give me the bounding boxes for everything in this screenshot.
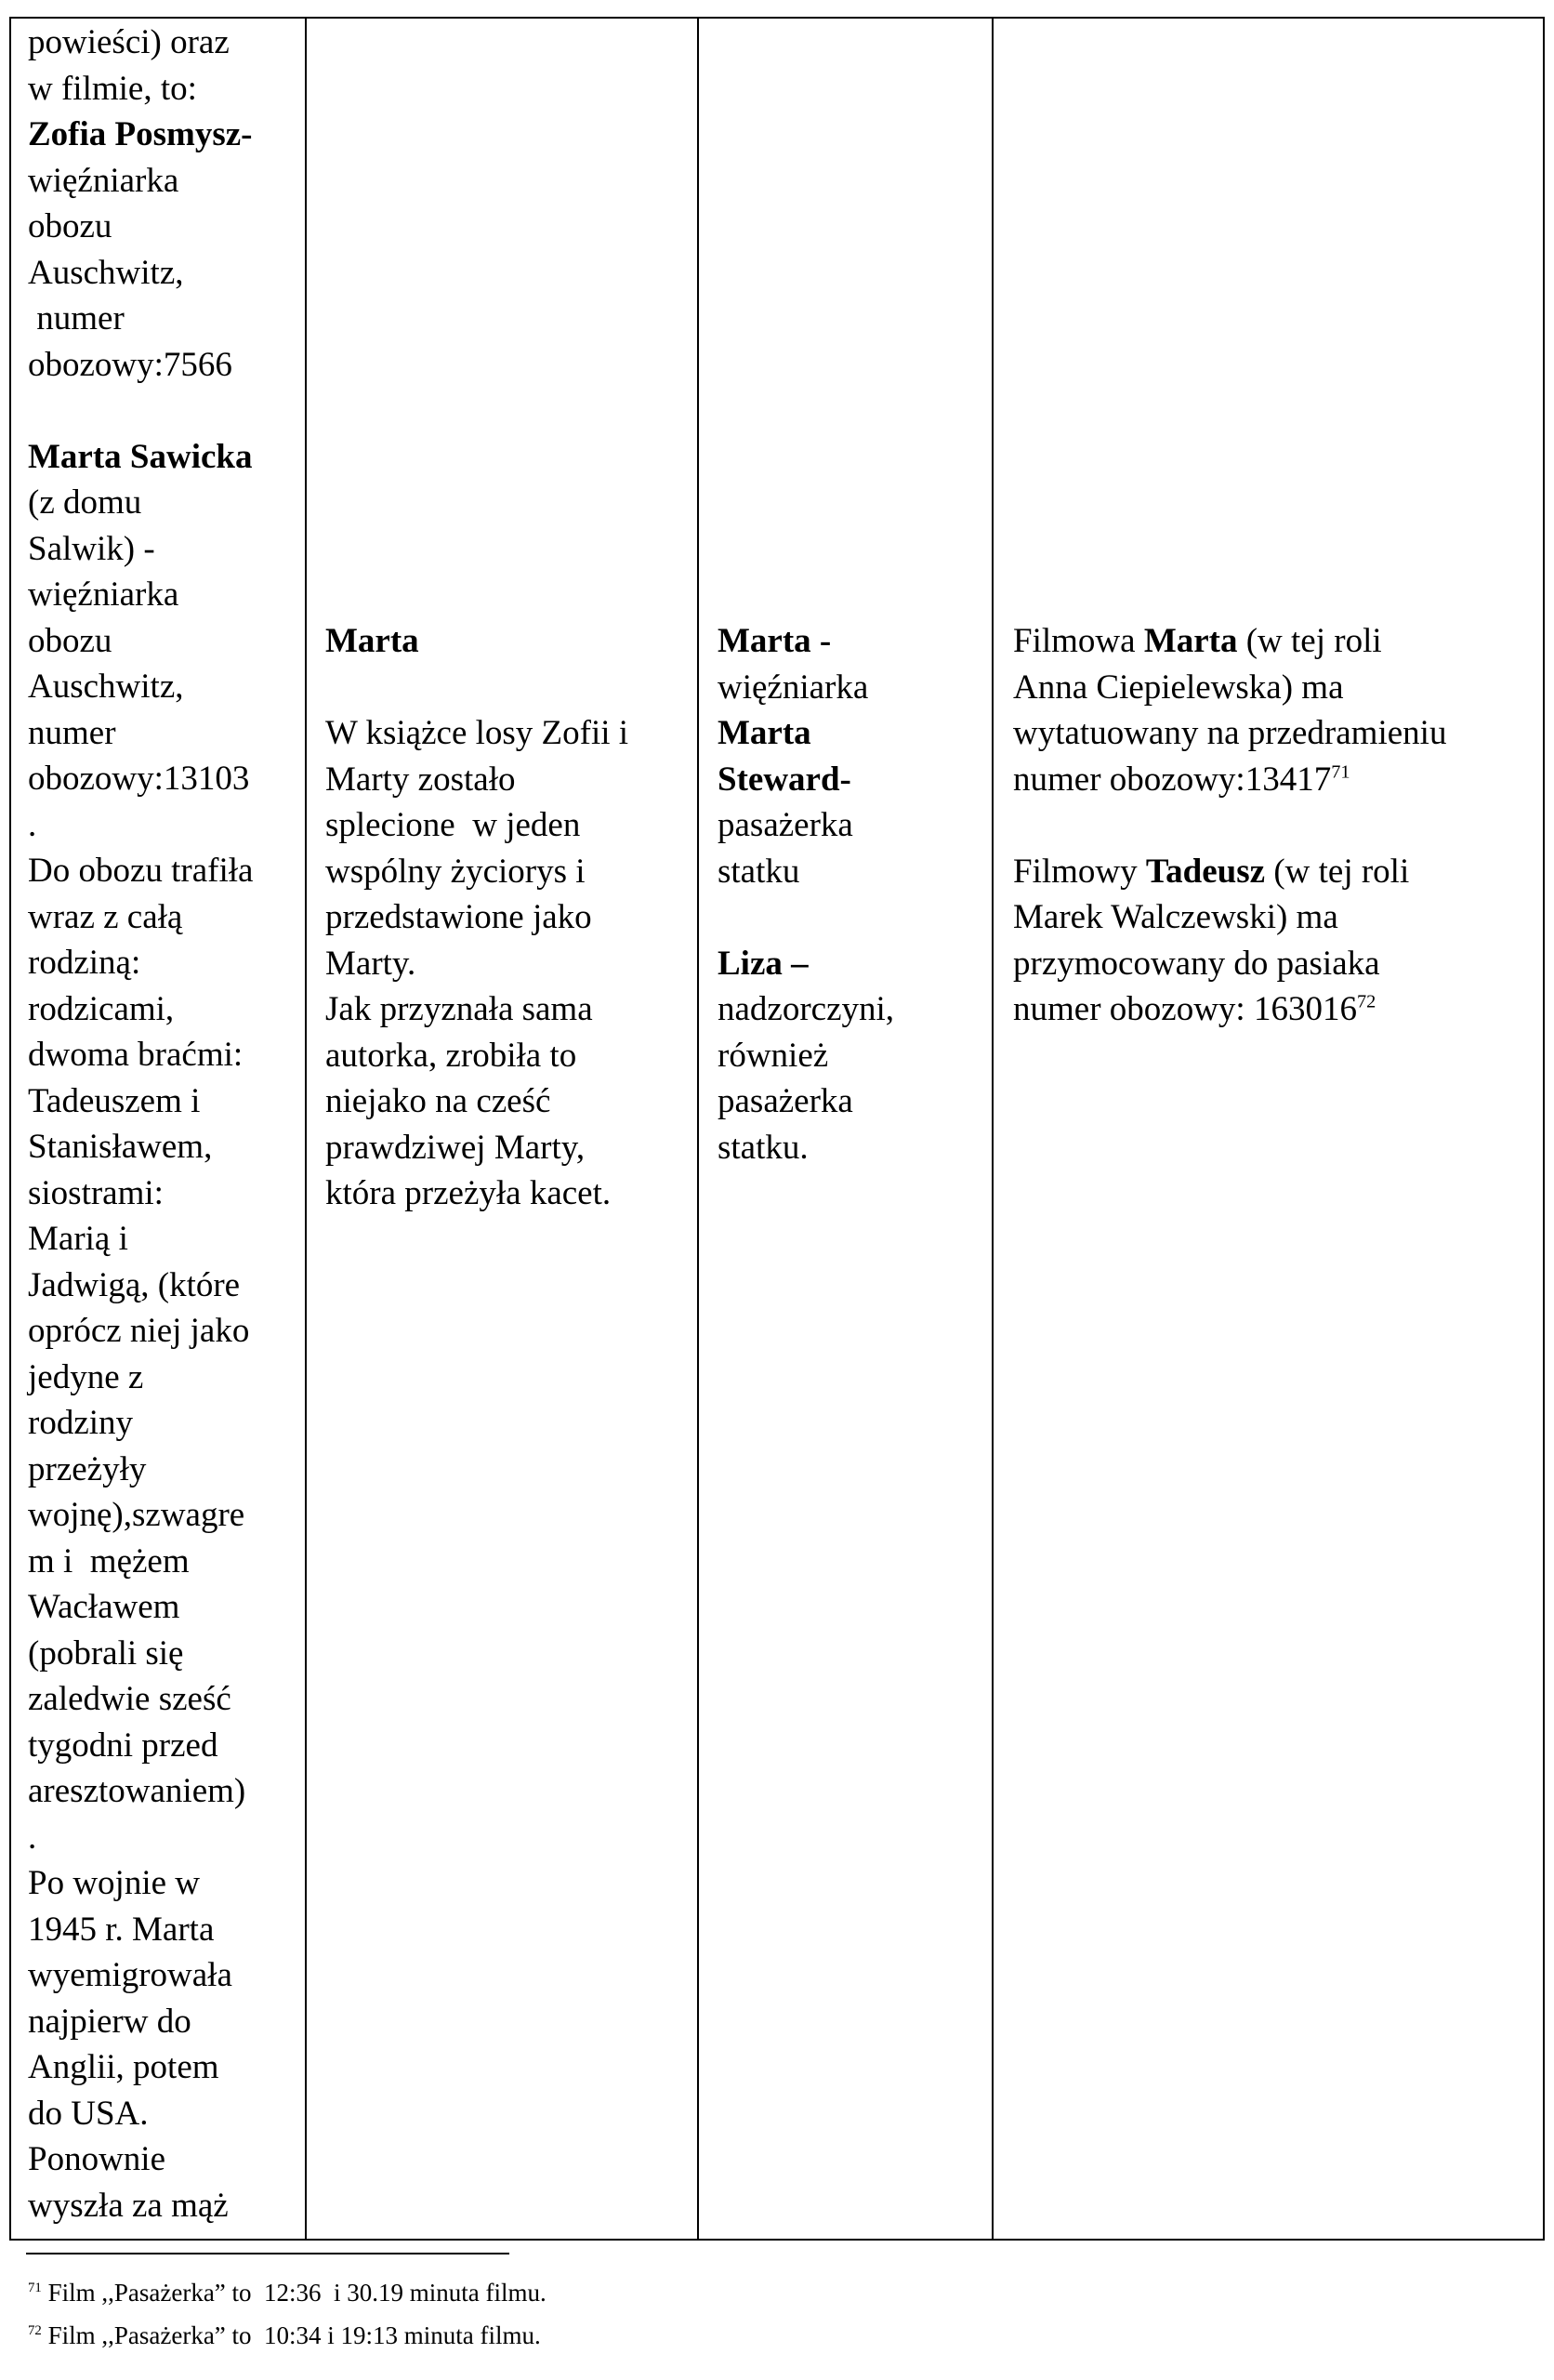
col1-line: obozowy:7566 bbox=[28, 345, 232, 384]
column-4-cell bbox=[1013, 618, 1446, 1033]
col3-line: również bbox=[718, 1036, 829, 1075]
col1-line: w filmie, to: bbox=[28, 69, 197, 108]
col1-line: Auschwitz, bbox=[28, 668, 184, 706]
col2-title: Marta bbox=[325, 622, 419, 660]
col1-line: (pobrali się bbox=[28, 1633, 184, 1673]
col1-line: więźniarka bbox=[28, 161, 179, 200]
col1-line: 1945 r. Marta bbox=[28, 1910, 215, 1949]
col1-line: . bbox=[28, 805, 37, 844]
col1-line: obozu bbox=[28, 207, 112, 245]
col1-line: dwoma braćmi: bbox=[28, 1036, 244, 1074]
col2-description bbox=[325, 710, 628, 1217]
footnote-72 bbox=[28, 2319, 541, 2352]
col2-line: autorka, zrobiła to bbox=[325, 1036, 577, 1075]
col1-line: m i mężem bbox=[28, 1541, 190, 1580]
col1-line: wyemigrowała bbox=[28, 1956, 232, 1994]
col1-line: aresztowaniem) bbox=[28, 1772, 246, 1810]
col1-line: powieści) oraz bbox=[28, 23, 230, 61]
col2-line: prawdziwej Marty, bbox=[325, 1128, 586, 1167]
liza-label: Liza – bbox=[718, 944, 809, 983]
col2-line: niejako na cześć bbox=[325, 1082, 551, 1120]
col2-line: Marty zostało bbox=[325, 760, 516, 799]
footnote-text: Film ,,Pasażerka” to 12:36 i 30.19 minuta filmu. bbox=[41, 2279, 547, 2307]
col1-line: zaledwie sześć bbox=[28, 1680, 231, 1718]
column-divider-3 bbox=[992, 17, 994, 2241]
col4-para1-line1 bbox=[1013, 618, 1446, 665]
col4-text: numer obozowy:13417 bbox=[1013, 760, 1332, 799]
col2-line: W książce losy Zofii i bbox=[325, 714, 629, 752]
col1-line: Auschwitz, bbox=[28, 253, 184, 292]
footnote-text: Film ,,Pasażerka” to 10:34 i 19:13 minuta filmu. bbox=[41, 2321, 541, 2349]
col1-line: jedyne z bbox=[28, 1357, 144, 1396]
col3-line: pasażerka bbox=[718, 1082, 853, 1120]
footnote-ref-72: 72 bbox=[1356, 991, 1376, 1012]
column-3-cell bbox=[718, 618, 894, 1170]
col4-line bbox=[1013, 757, 1446, 803]
sawicka-description bbox=[28, 480, 253, 2228]
col3-line: pasażerka bbox=[718, 806, 853, 844]
footnote-ref-71: 71 bbox=[1331, 761, 1350, 783]
col1-line: Anglii, potem bbox=[28, 2048, 219, 2086]
marta-steward-label: Steward- bbox=[718, 760, 851, 799]
col4-line: przymocowany do pasiaka bbox=[1013, 944, 1380, 983]
col1-line: Tadeuszem i bbox=[28, 1081, 201, 1120]
col1-line: tygodni przed bbox=[28, 1726, 218, 1765]
posmysz-name: Zofia Posmysz- bbox=[28, 115, 253, 153]
col2-line: przedstawione jako bbox=[325, 898, 592, 936]
col1-line: Wacławem bbox=[28, 1588, 180, 1626]
col1-line: wraz z całą bbox=[28, 897, 183, 936]
col1-line: obozowy:13103 bbox=[28, 760, 250, 798]
col1-line: wojnę),szwagre bbox=[28, 1496, 245, 1534]
column-1-cell bbox=[28, 20, 253, 2228]
col1-line: rodziny bbox=[28, 1404, 134, 1442]
marta-label: Marta - bbox=[718, 622, 832, 660]
col1-line: numer bbox=[28, 299, 125, 337]
col2-line: splecione w jeden bbox=[325, 806, 581, 844]
col4-line: wytatuowany na przedramieniu bbox=[1013, 714, 1447, 752]
col1-line: wyszła za mąż bbox=[28, 2186, 229, 2225]
col4-line: Marek Walczewski) ma bbox=[1013, 898, 1338, 936]
col1-line: . bbox=[28, 1818, 37, 1857]
marta-steward-label: Marta bbox=[718, 714, 811, 752]
col1-line: (z domu bbox=[28, 483, 142, 522]
footnote-number: 72 bbox=[28, 2323, 42, 2338]
footnote-separator bbox=[26, 2253, 509, 2254]
col4-line: Anna Ciepielewska) ma bbox=[1013, 668, 1344, 707]
col1-line: przeżyły bbox=[28, 1449, 147, 1488]
col4-name-tadeusz: Tadeusz bbox=[1145, 852, 1266, 891]
col1-line: Salwik) - bbox=[28, 529, 155, 568]
col4-line bbox=[1013, 986, 1446, 1033]
col1-line: oprócz niej jako bbox=[28, 1312, 250, 1350]
col1-line: numer bbox=[28, 713, 116, 752]
col1-line: Do obozu trafiła bbox=[28, 852, 254, 890]
col1-line: obozu bbox=[28, 621, 112, 660]
footnote-number: 71 bbox=[28, 2281, 42, 2295]
col1-line: Marią i bbox=[28, 1220, 128, 1258]
col2-line: wspólny życiorys i bbox=[325, 852, 586, 891]
col1-line: Po wojnie w bbox=[28, 1864, 200, 1902]
col1-line: rodziną: bbox=[28, 944, 141, 982]
column-divider-1 bbox=[305, 17, 307, 2241]
sawicka-name: Marta Sawicka bbox=[28, 437, 253, 476]
col1-line: siostrami: bbox=[28, 1173, 164, 1212]
col1-line: Jadwigą, (które bbox=[28, 1265, 241, 1304]
col1-line: Stanisławem, bbox=[28, 1128, 213, 1166]
column-divider-2 bbox=[697, 17, 699, 2241]
col1-line: Ponownie bbox=[28, 2140, 165, 2178]
col2-line: która przeżyła kacet. bbox=[325, 1174, 612, 1212]
col4-text: Filmowa bbox=[1013, 622, 1144, 660]
col3-line: nadzorczyni, bbox=[718, 990, 895, 1028]
col4-text: Filmowy bbox=[1013, 852, 1146, 891]
col4-para2-line1 bbox=[1013, 849, 1446, 895]
col4-text: numer obozowy: 163016 bbox=[1013, 990, 1357, 1028]
col4-text: (w tej roli bbox=[1265, 852, 1410, 891]
col2-line: Marty. bbox=[325, 944, 416, 983]
marta-role: więźniarka bbox=[718, 668, 869, 707]
col3-line: statku bbox=[718, 852, 800, 891]
column-2-cell bbox=[325, 618, 628, 1217]
col1-line: więźniarka bbox=[28, 575, 179, 614]
col3-line: statku. bbox=[718, 1128, 809, 1167]
footnote-71 bbox=[28, 2276, 547, 2309]
col4-name-marta: Marta bbox=[1143, 622, 1238, 660]
col1-line: rodzicami, bbox=[28, 989, 175, 1028]
col1-line: do USA. bbox=[28, 2094, 149, 2133]
col4-text: (w tej roli bbox=[1237, 622, 1382, 660]
col2-line: Jak przyznała sama bbox=[325, 990, 593, 1028]
col1-line: najpierw do bbox=[28, 2002, 191, 2041]
